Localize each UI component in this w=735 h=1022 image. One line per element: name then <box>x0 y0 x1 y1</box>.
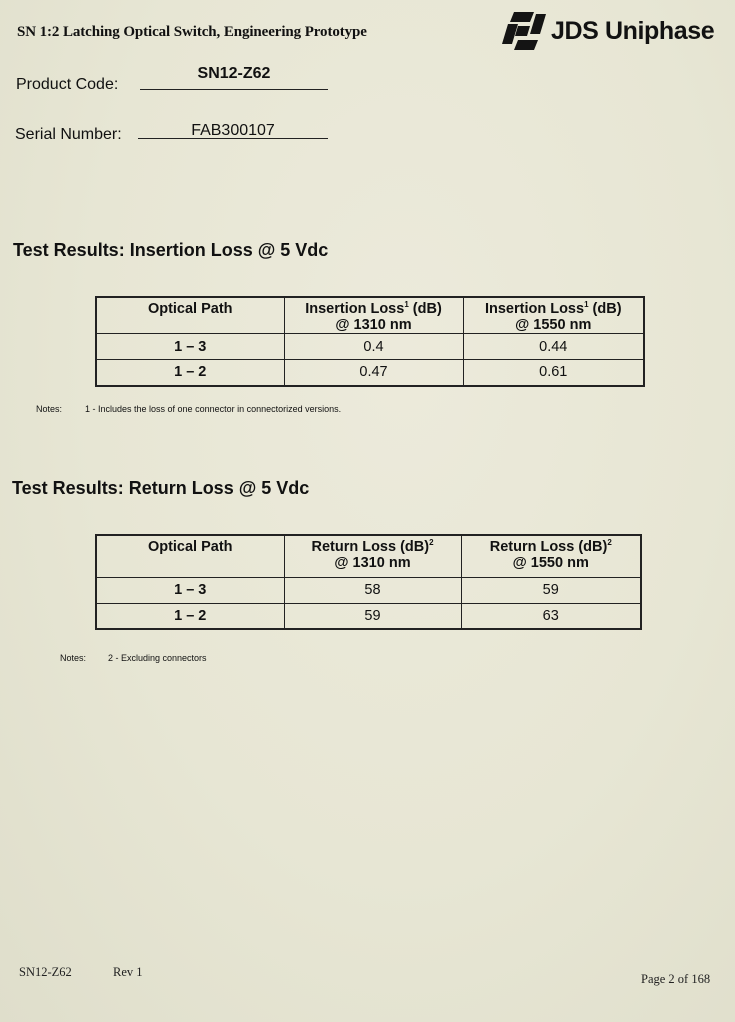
column-header-insertion-loss-1550: Insertion Loss$^1$ (dB) @ 1550 nm <box>463 297 644 334</box>
brand-name: JDS Uniphase <box>551 17 715 45</box>
column-header-return-loss-1310: Return Loss (dB)$^2$ @ 1310 nm <box>284 535 461 577</box>
insertion-loss-table <box>95 296 645 387</box>
product-code-label: Product Code: <box>16 76 119 93</box>
column-header-return-loss-1550: Return Loss (dB)$^2$ @ 1550 nm <box>461 535 641 577</box>
product-code-value: SN12-Z62 <box>197 65 271 82</box>
column-header-optical-path: Optical Path <box>96 297 284 334</box>
optical-path-cell: 1 – 2 <box>96 603 284 629</box>
footer-doc-id: SN12-Z62 <box>19 965 72 979</box>
optical-path-cell: 1 – 2 <box>96 360 284 386</box>
value-cell: 0.4 <box>284 334 463 360</box>
insertion-loss-note: 1 - Includes the loss of one connector in connectorized versions. <box>85 404 342 414</box>
value-cell: 0.61 <box>463 360 644 386</box>
optical-path-cell: 1 – 3 <box>96 577 284 603</box>
document-title: SN 1:2 Latching Optical Switch, Engineering Prototype <box>17 24 367 40</box>
column-header-insertion-loss-1310: Insertion Loss$^1$ (dB) @ 1310 nm <box>284 297 463 334</box>
return-loss-table <box>95 534 642 630</box>
serial-number-underline <box>138 138 328 139</box>
value-cell: 59 <box>284 603 461 629</box>
footer-page-number: Page 2 of 168 <box>641 972 711 986</box>
insertion-loss-heading: Test Results: Insertion Loss @ 5 Vdc <box>13 240 329 260</box>
return-loss-notes-label: Notes: <box>60 653 87 663</box>
product-code-underline <box>140 89 328 90</box>
table-header-row <box>96 297 644 334</box>
value-cell: 0.44 <box>463 334 644 360</box>
return-loss-heading: Test Results: Return Loss @ 5 Vdc <box>12 478 310 498</box>
value-cell: 0.47 <box>284 360 463 386</box>
value-cell: 58 <box>284 577 461 603</box>
value-cell: 63 <box>461 603 641 629</box>
serial-number-value: FAB300107 <box>191 122 275 139</box>
footer-revision: Rev 1 <box>113 965 143 979</box>
optical-path-cell: 1 – 3 <box>96 334 284 360</box>
table-row <box>96 603 641 629</box>
column-header-optical-path: Optical Path <box>96 535 284 577</box>
insertion-loss-notes-label: Notes: <box>36 404 63 414</box>
value-cell: 59 <box>461 577 641 603</box>
table-row <box>96 360 644 386</box>
return-loss-note: 2 - Excluding connectors <box>108 653 207 663</box>
table-row <box>96 577 641 603</box>
serial-number-label: Serial Number: <box>15 126 122 143</box>
table-header-row <box>96 535 641 577</box>
table-row <box>96 334 644 360</box>
